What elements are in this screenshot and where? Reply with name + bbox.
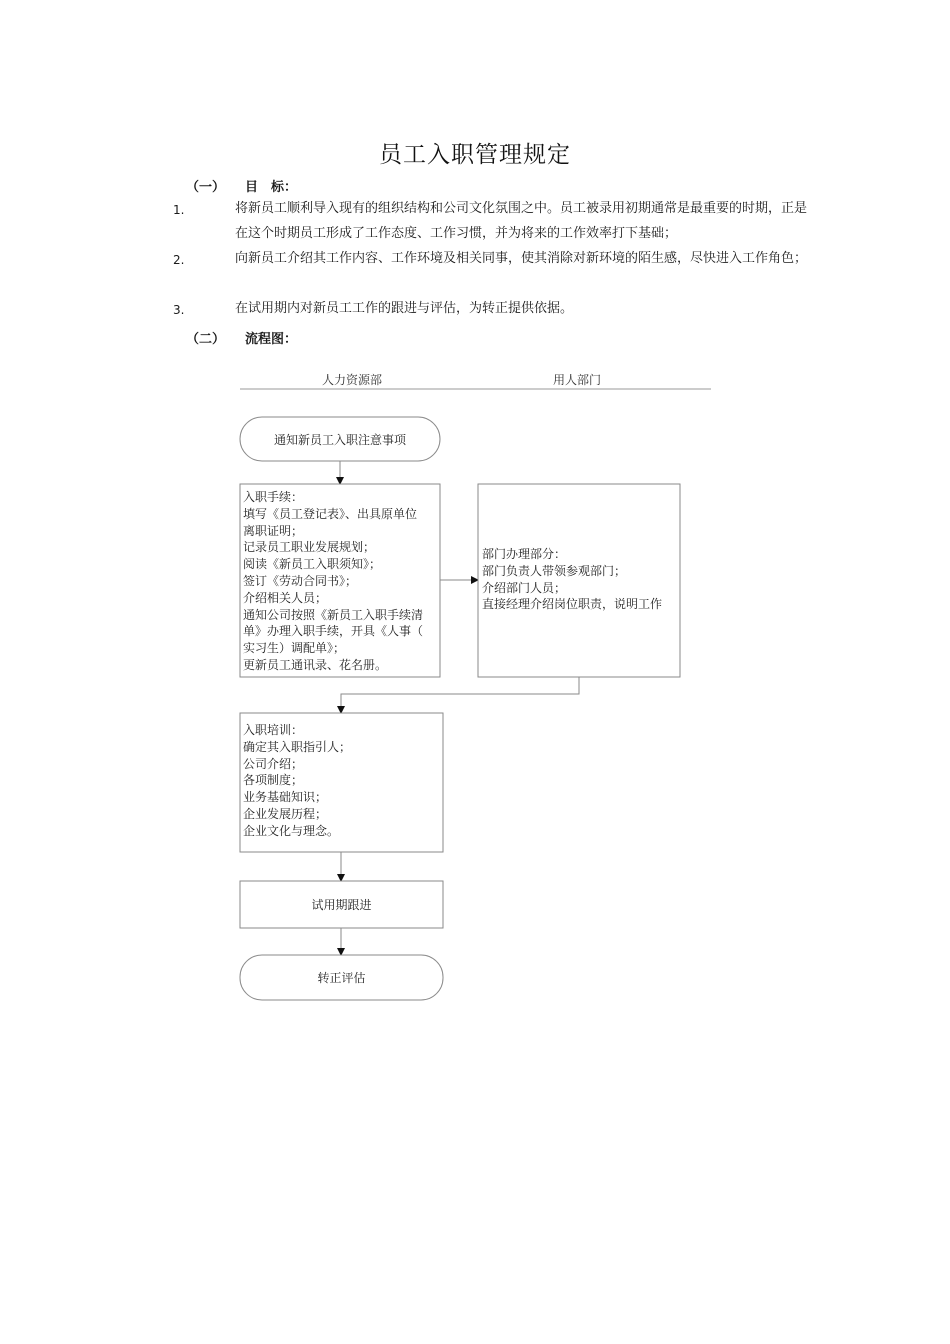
- section-1-number: （一）: [186, 180, 226, 195]
- dept-procedure-line: 直接经理介绍岗位职责，说明工作: [482, 597, 663, 612]
- training-line: 确定其入职指引人；: [243, 739, 352, 754]
- training-line: 业务基础知识；: [243, 790, 328, 805]
- list-item-text: 将新员工顺利导入现有的组织结构和公司文化氛围之中。员工被录用初期通常是最重要的时期，正是在这个时期员工形成了工作态度、工作习惯，并为将来的工作效率打下基础；: [235, 201, 808, 241]
- training-line: 各项制度；: [243, 773, 304, 788]
- dept-procedure-line: 介绍部门人员；: [482, 580, 567, 595]
- end-label: 转正评估: [317, 971, 366, 985]
- training-line: 公司介绍；: [243, 756, 304, 771]
- hr-procedure-line: 阅读《新员工入职须知》；: [243, 557, 382, 572]
- hr-procedure-text: [243, 489, 423, 674]
- dept-procedure-line: 部门负责人带领参观部门；: [482, 563, 627, 578]
- training-line: 企业文化与理念。: [243, 823, 340, 838]
- hr-procedure-line: 单》办理入职手续，开具《人事（: [243, 624, 424, 639]
- hr-procedure-line: 离职证明；: [243, 523, 304, 538]
- hr-procedure-line: 介绍相关人员；: [243, 590, 328, 605]
- arrow-dept-to-training: [341, 677, 579, 713]
- hr-procedure-line: 填写《员工登记表》、出具原单位: [243, 506, 418, 521]
- list-item-number: 3.: [173, 303, 185, 317]
- section-1-title: 目 标：: [245, 180, 298, 195]
- list-item-text: 向新员工介绍其工作内容、工作环境及相关同事，使其消除对新环境的陌生感，尽快进入工作角色；: [235, 251, 808, 266]
- list-item-number: 2.: [173, 253, 185, 267]
- dept-procedure-text: [482, 546, 662, 613]
- section-2-number: （二）: [186, 332, 226, 347]
- hr-procedure-line: 更新员工通讯录、花名册。: [243, 657, 388, 672]
- lane-label-hr: 人力资源部: [322, 373, 383, 387]
- hr-procedure-line: 实习生）调配单》；: [243, 641, 346, 656]
- list-item-number: 1.: [173, 203, 185, 217]
- hr-procedure-line: 通知公司按照《新员工入职手续清: [243, 607, 424, 622]
- training-line: 入职培训：: [243, 723, 304, 737]
- training-text: [243, 722, 351, 840]
- hr-procedure-line: 签订《劳动合同书》；: [243, 573, 358, 588]
- start-label: 通知新员工入职注意事项: [273, 433, 406, 447]
- training-line: 企业发展历程；: [243, 806, 328, 821]
- hr-procedure-line: 入职手续：: [243, 490, 304, 504]
- lane-label-dept: 用人部门: [553, 373, 602, 387]
- hr-procedure-line: 记录员工职业发展规划；: [243, 540, 376, 555]
- section-2-title: 流程图：: [245, 332, 298, 347]
- page-title: 员工入职管理规定: [379, 142, 571, 168]
- list-item-text: 在试用期内对新员工工作的跟进与评估，为转正提供依据。: [235, 301, 574, 316]
- dept-procedure-line: 部门办理部分：: [482, 547, 567, 561]
- probation-label: 试用期跟进: [311, 898, 372, 912]
